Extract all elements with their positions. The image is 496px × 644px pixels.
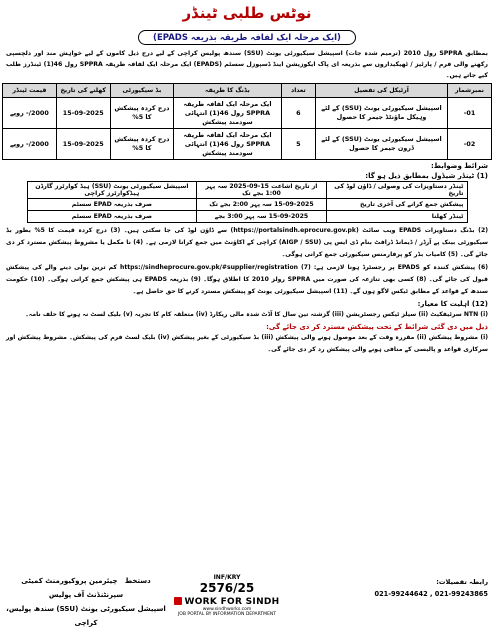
logo-mark-icon bbox=[174, 597, 182, 605]
eligibility-heading: (12) اہلیت کا معیار: bbox=[417, 300, 488, 308]
cell-price: 2000/- روپے bbox=[3, 98, 57, 129]
signature-block bbox=[6, 574, 166, 630]
cell-description: اسپیشل سیکیورٹی یونٹ (SSU) کے لئے ڈرون جیمر کا حصول bbox=[315, 129, 447, 160]
table-row bbox=[3, 98, 492, 129]
terms-heading: شرائط وضوابط: bbox=[430, 162, 488, 170]
cell-bid-security: درج کردہ پیشکش کا 5% bbox=[110, 129, 174, 160]
schedule-place: اسپیشل سیکیورٹی یونٹ (SSU) ہیڈ کوارٹرز گارڈن ہیڈکوارٹرز کراچی bbox=[27, 182, 197, 199]
cell-method: ایک مرحلہ ایک لفافہ طریقہ SPPRA رول 46(1) انتہائی سودمند پیشکش bbox=[174, 129, 282, 160]
schedule-row bbox=[27, 199, 467, 211]
table-row bbox=[3, 129, 492, 160]
cell-opening-date: 15-09-2025 bbox=[56, 98, 110, 129]
schedule-heading: (1) ٹینڈر شیڈول بمطابق ذیل ہو گا: bbox=[365, 172, 488, 180]
cell-opening-date: 15-09-2025 bbox=[56, 129, 110, 160]
col-header-bid-security: بڈ سیکیورٹی bbox=[110, 84, 174, 98]
contact-block bbox=[374, 576, 488, 600]
rejection-heading: ذیل میں دی گئی شرائط کے تحت پیشکش مسترد کر دی جائے گی: bbox=[266, 323, 488, 331]
cell-method: ایک مرحلہ ایک لفافہ طریقہ SPPRA رول 46(1) انتہائی سودمند پیشکش bbox=[174, 98, 282, 129]
logo-text: WORK FOR SINDH bbox=[184, 597, 280, 607]
table-header-row bbox=[3, 84, 492, 98]
work-for-sindh-logo bbox=[172, 597, 282, 607]
col-header-price: قیمت ٹینڈر bbox=[3, 84, 57, 98]
rejection-paragraph: (i) مشروط پیشکش (ii) مقررہ وقت کے بعد موصول ہونے والی پیشکش (iii) بڈ سیکیورٹی کے بغیر پیشکش (iv) بلیک لسٹ فرم کی پیشکش۔ مشروط پیشکش اور سرکاری قواعد و پالیسی کے منافی ہونے والی پیشکش رد کر دی جائے گی۔ bbox=[6, 334, 489, 353]
terms-paragraph-2: (2) بڈنگ دستاویزات EPADS ویب سائٹ (https://portalsindh.eprocure.gov.pk) سے ڈاؤن لوڈ کی جا سکتی ہیں۔ (3) درج کردہ قیمت کا 5% بطور بڈ سیکیورٹی بینک پے آرڈر / ڈیمانڈ ڈرافٹ بنام ڈی ایس پی (AIGP / SSU) کراچی کے اکاؤنٹ میں جمع کرانا لازمی ہے۔ (4) نا مکمل یا مشروط پیشکش مسترد کر دی جائے گی۔ (5) کامیاب بڈر کو پرفارمنس سیکیورٹی جمع کرانی ہوگی۔ bbox=[6, 227, 488, 258]
schedule-place: صرف بذریعہ EPAD سسٹم bbox=[27, 199, 197, 211]
cell-price: 2000/- روپے bbox=[3, 129, 57, 160]
schedule-label: ٹینڈر دستاویزات کی وصولی / ڈاؤن لوڈ کی تاریخ bbox=[326, 182, 467, 199]
contact-phones: 021-99244642 , 021-99243865 bbox=[374, 590, 488, 598]
cell-bid-security: درج کردہ پیشکش کا 5% bbox=[110, 98, 174, 129]
cell-quantity: 6 bbox=[281, 98, 315, 129]
schedule-value: 15-09-2025 سہ پہر 3:00 بجے bbox=[197, 211, 326, 223]
tender-table bbox=[2, 83, 492, 160]
signature-title: چیئرمین پروکیورمنٹ کمیٹی bbox=[21, 577, 118, 585]
cell-serial: 02- bbox=[448, 129, 492, 160]
reference-label: INF/KRY bbox=[213, 574, 241, 581]
signature-line-2: سپرنٹنڈنٹ آف پولیس bbox=[48, 591, 124, 599]
eligibility-paragraph: (i) NTN سرٹیفکیٹ (ii) سیلز ٹیکس رجسٹریشن (iii) گزشتہ تین سال کا آڈٹ شدہ مالی ریکارڈ (iv) متعلقہ کام کا تجربہ (v) بلیک لسٹ نہ ہونے کا حلف نامہ۔ bbox=[25, 311, 488, 318]
schedule-label: پیشکش جمع کرانے کی آخری تاریخ bbox=[326, 199, 467, 211]
contact-label: رابطہ تفصیلات: bbox=[436, 578, 488, 586]
schedule-value: 15-09-2025 سہ پہر 2:00 بجے تک bbox=[197, 199, 326, 211]
reference-number: 2576/25 bbox=[199, 581, 255, 595]
signature-row bbox=[6, 574, 166, 588]
footer bbox=[2, 570, 492, 640]
schedule-table bbox=[27, 181, 468, 223]
schedule-row bbox=[27, 211, 467, 223]
logo-caption: JOB PORTAL BY INFORMATION DEPARTMENT bbox=[177, 612, 277, 617]
col-header-quantity: تعداد bbox=[281, 84, 315, 98]
col-header-opening-date: کھلنے کی تاریخ bbox=[56, 84, 110, 98]
cell-serial: 01- bbox=[448, 98, 492, 129]
reference-and-logo bbox=[172, 574, 282, 617]
signature-line-3: اسپیشل سیکیورٹی یونٹ (SSU) سندھ پولیس، کراچی bbox=[6, 605, 166, 627]
tender-notice bbox=[2, 2, 492, 640]
notice-title: نوٹس طلبی ٹینڈر bbox=[182, 4, 312, 22]
col-header-serial: نمبرشمار bbox=[448, 84, 492, 98]
schedule-value: از تاریخ اشاعت 15-09-2025 سہ پہر 1:00 بجے تک bbox=[197, 182, 326, 199]
cell-description: اسپیشل سیکیورٹی یونٹ (SSU) کے لئے وہیکل ماؤنٹڈ جیمر کا حصول bbox=[315, 98, 447, 129]
terms-paragraph-3: (6) پیشکش کنندہ کو EPADS پر رجسٹرڈ ہونا لازمی ہے: https://sindheprocure.gov.pk/#supplier/registration (7) کم ترین بولی دینے والے کی پیشکش قبول کی جائے گی۔ (8) کسی بھی تنازعہ کی صورت میں SPPRA رولز 2010 کا اطلاق ہوگا۔ (9) بذریعہ EPADS ہی پیشکش جمع کرانی ہوگی۔ (10) حکومت سندھ کے قواعد کے مطابق ٹیکس لاگو ہوں گے۔ (11) اسپیشل سیکیورٹی یونٹ کو پیشکش مسترد کرنے کا حق حاصل ہے۔ bbox=[6, 264, 489, 295]
schedule-place: صرف بذریعہ EPAD سسٹم bbox=[27, 211, 197, 223]
signature-label: دستخط bbox=[124, 577, 151, 585]
logo-url: www.sindhworks.com bbox=[202, 607, 252, 612]
col-header-description: آرٹیکل کی تفصیل bbox=[315, 84, 447, 98]
col-header-method: بڈنگ کا طریقہ bbox=[174, 84, 282, 98]
schedule-row bbox=[27, 182, 467, 199]
intro-paragraph: بمطابق SPPRA رول 2010 (ترمیم شدہ جات) اسپیشل سیکیورٹی یونٹ (SSU) سندھ پولیس کراچی کے لیے درج ذیل کاموں کے لیے خواہش مند اور دلچسپی رکھنے والی فرم / پارٹیز / ٹھیکیداروں سے بذریعہ ای پاک ایکوزیشن اینڈ ڈسپوزل سسٹم (EPADS) ایک مرحلہ ایک لفافہ طریقہ SPPRA رول 46(1) ٹینڈرز طلب کیے جاتے ہیں۔ bbox=[6, 50, 488, 79]
cell-quantity: 5 bbox=[281, 129, 315, 160]
notice-subtitle: (ایک مرحلہ ایک لفافہ طریقہ بذریعہ EPADS) bbox=[138, 30, 356, 45]
schedule-label: ٹینڈر کھلنا bbox=[326, 211, 467, 223]
subtitle-wrap bbox=[2, 25, 492, 45]
